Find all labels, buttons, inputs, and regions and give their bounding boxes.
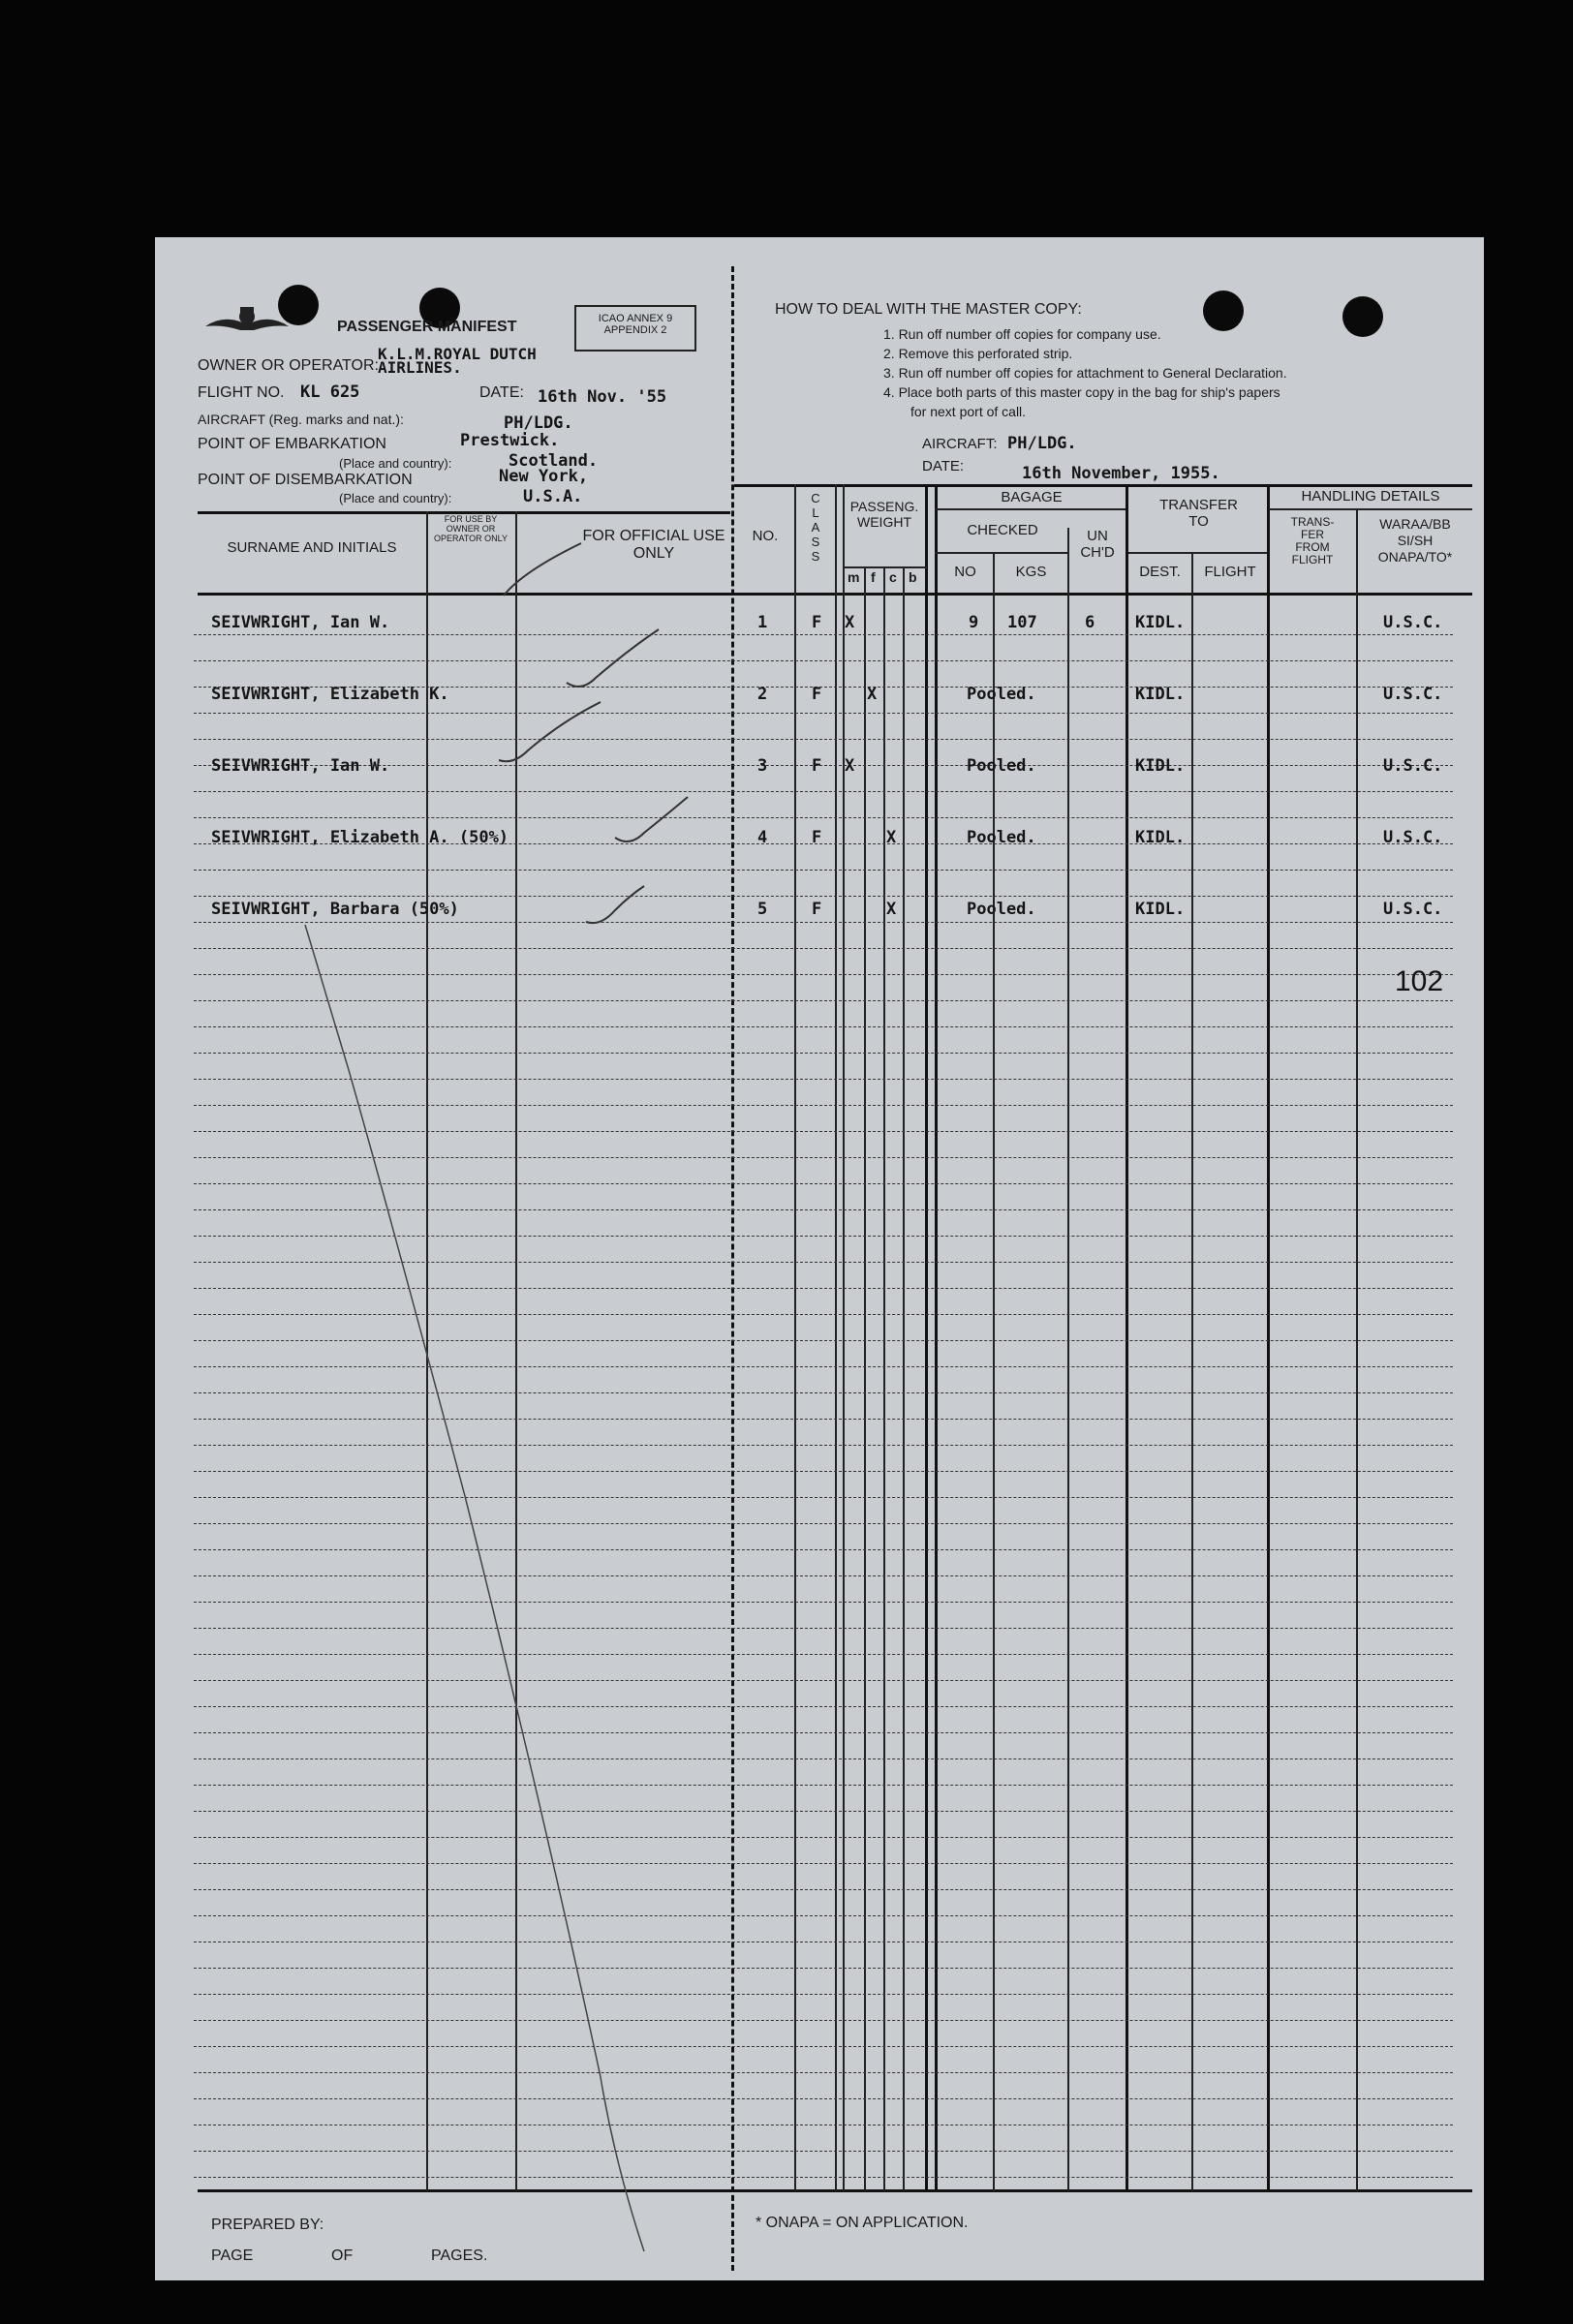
cell-bag-no: Pooled. (967, 756, 1036, 776)
pages-label: PAGES. (431, 2248, 488, 2264)
weight-sub-b: b (909, 569, 917, 585)
disembark-country: U.S.A. (523, 487, 583, 506)
instruction-item: 4. Place both parts of this master copy in the bag for ship's papers (883, 384, 1280, 400)
col-header-checked: CHECKED (967, 522, 1038, 538)
cell-c: X (886, 828, 897, 847)
instr-aircraft-label: AIRCRAFT: (922, 436, 998, 452)
col-header-checked-no: NO (954, 564, 976, 580)
col-header-weight: PASSENG. WEIGHT (849, 499, 919, 530)
cell-m: X (845, 756, 855, 776)
cell-name: SEIVWRIGHT, Barbara (50%) (211, 900, 459, 919)
flight-value: KL 625 (300, 382, 360, 402)
owner-value: K.L.M.ROYAL DUTCH AIRLINES. (378, 345, 537, 377)
cell-bag-no: Pooled. (967, 685, 1036, 704)
manifest-sheet (155, 237, 1484, 2280)
cell-bag-no: Pooled. (967, 828, 1036, 847)
owner-label: OWNER OR OPERATOR: (198, 357, 379, 374)
instruction-item: 3. Run off number off copies for attachment to General Declaration. (883, 365, 1287, 381)
onapa-note: * ONAPA = ON APPLICATION. (756, 2215, 969, 2231)
cell-class: F (812, 613, 822, 632)
cell-m: X (845, 613, 855, 632)
cell-dest: KIDL. (1135, 685, 1186, 704)
col-header-waraa: WARAA/BB SI/SH ONAPA/TO* (1377, 516, 1453, 565)
embark-sub: (Place and country): (339, 456, 452, 471)
cell-dest: KIDL. (1135, 613, 1186, 632)
icao-box: ICAO ANNEX 9 APPENDIX 2 (574, 305, 696, 352)
instruction-item: for next port of call. (910, 404, 1027, 419)
cell-name: SEIVWRIGHT, Ian W. (211, 613, 390, 632)
disembark-label: POINT OF DISEMBARKATION (198, 472, 413, 488)
col-header-surname: SURNAME AND INITIALS (227, 539, 397, 556)
cell-no: 3 (757, 756, 768, 776)
instructions-title: HOW TO DEAL WITH THE MASTER COPY: (775, 301, 1082, 318)
embark-label: POINT OF EMBARKATION (198, 436, 386, 452)
col-header-transfer: TRANSFER TO (1159, 497, 1238, 530)
col-header-class: CLASS (811, 491, 820, 564)
aircraft-value: PH/LDG. (504, 413, 573, 433)
cell-name: SEIVWRIGHT, Elizabeth A. (50%) (211, 828, 509, 847)
instr-date-value: 16th November, 1955. (1022, 464, 1220, 483)
disembark-value: New York, (499, 467, 589, 486)
cell-dest: KIDL. (1135, 900, 1186, 919)
instruction-item: 2. Remove this perforated strip. (883, 346, 1073, 361)
cell-handling: U.S.C. (1383, 756, 1443, 776)
col-header-bagage: BAGAGE (1001, 489, 1063, 505)
embark-value: Prestwick. (460, 431, 560, 450)
weight-sub-c: c (889, 569, 897, 585)
col-header-flight: FLIGHT (1204, 564, 1256, 580)
cell-bag-no: Pooled. (967, 900, 1036, 919)
flight-label: FLIGHT NO. (198, 384, 285, 401)
cell-no: 2 (757, 685, 768, 704)
disembark-sub: (Place and country): (339, 491, 452, 505)
col-header-transfer-from: TRANS- FER FROM FLIGHT (1290, 515, 1335, 566)
col-header-checked-kgs: KGS (1015, 564, 1047, 580)
cell-c: X (886, 900, 897, 919)
col-header-no: NO. (752, 528, 779, 544)
weight-sub-m: m (848, 569, 860, 585)
weight-sub-f: f (871, 569, 876, 585)
page-label: PAGE (211, 2248, 254, 2264)
cell-no: 4 (757, 828, 768, 847)
cell-handling: U.S.C. (1383, 900, 1443, 919)
cell-class: F (812, 900, 822, 919)
col-header-owner-use: FOR USE BY OWNER OR OPERATOR ONLY (433, 514, 509, 543)
manifest-title: PASSENGER MANIFEST (337, 319, 517, 335)
cell-dest: KIDL. (1135, 828, 1186, 847)
cell-no: 1 (757, 613, 768, 632)
cell-dest: KIDL. (1135, 756, 1186, 776)
date-label: DATE: (479, 384, 524, 401)
cell-name: SEIVWRIGHT, Ian W. (211, 756, 390, 776)
col-header-official: FOR OFFICIAL USE ONLY (582, 528, 725, 562)
col-header-unchd: UN CH'D (1080, 528, 1115, 561)
cell-unchd: 6 (1085, 613, 1095, 632)
cell-class: F (812, 756, 822, 776)
col-header-handling: HANDLING DETAILS (1301, 488, 1440, 505)
date-value: 16th Nov. '55 (538, 387, 667, 407)
prepared-by-label: PREPARED BY: (211, 2217, 324, 2233)
handwritten-marks (155, 237, 1484, 2280)
instr-date-label: DATE: (922, 458, 965, 474)
cell-name: SEIVWRIGHT, Elizabeth K. (211, 685, 449, 704)
total-count: 102 (1395, 965, 1444, 997)
of-label: OF (331, 2248, 354, 2264)
cell-class: F (812, 828, 822, 847)
embark-country: Scotland. (509, 451, 599, 471)
cell-handling: U.S.C. (1383, 613, 1443, 632)
aircraft-label: AIRCRAFT (Reg. marks and nat.): (198, 412, 404, 427)
col-header-dest: DEST. (1139, 564, 1181, 580)
instr-aircraft-value: PH/LDG. (1007, 434, 1077, 453)
cell-bag-no: 9 (969, 613, 979, 632)
instruction-item: 1. Run off number off copies for company use. (883, 326, 1161, 342)
cell-no: 5 (757, 900, 768, 919)
cell-class: F (812, 685, 822, 704)
cell-handling: U.S.C. (1383, 828, 1443, 847)
cell-kgs: 107 (1007, 613, 1037, 632)
cell-handling: U.S.C. (1383, 685, 1443, 704)
cell-f: X (867, 685, 878, 704)
